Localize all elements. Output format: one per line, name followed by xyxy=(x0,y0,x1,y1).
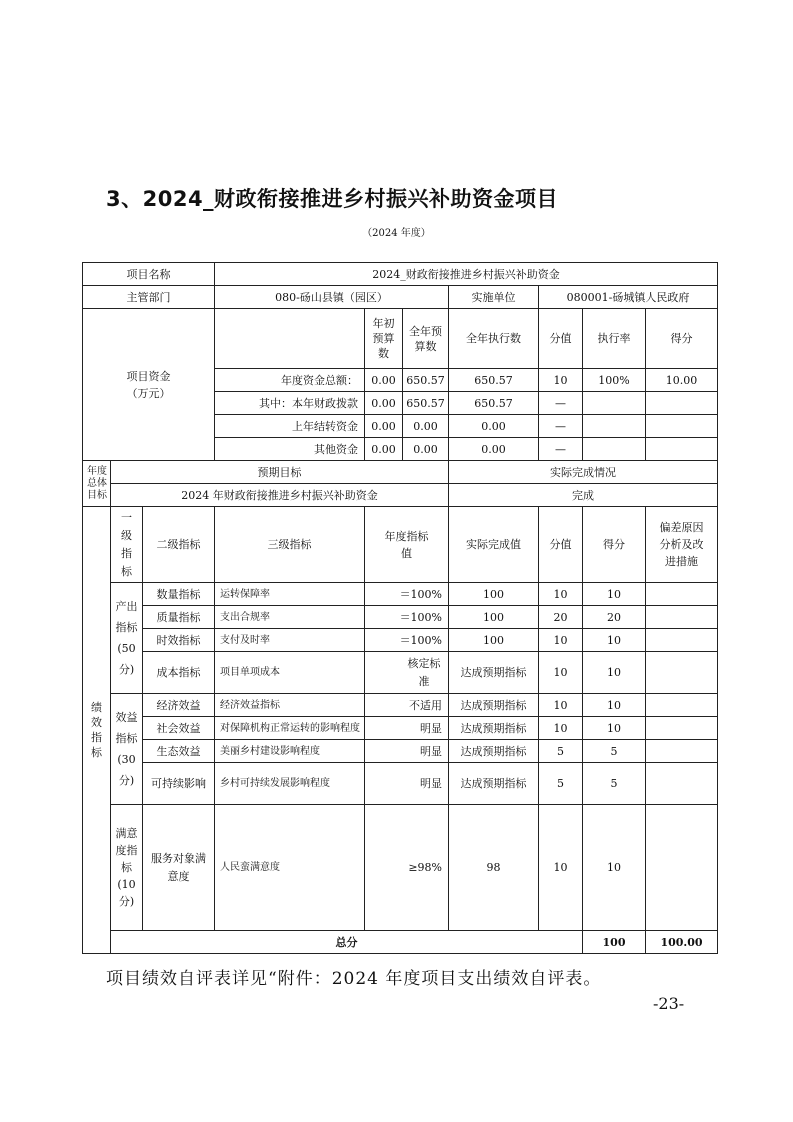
indicator-deviation xyxy=(646,717,718,740)
project-name-value: 2024_财政衔接推进乡村振兴补助资金 xyxy=(215,263,718,286)
total-score-value: 100 xyxy=(583,931,646,954)
indicator-level2: 成本指标 xyxy=(143,652,215,694)
indicator-target: 明显 xyxy=(365,740,449,763)
indicator-score-value: 20 xyxy=(539,606,583,629)
indicator-deviation xyxy=(646,740,718,763)
indicator-actual: 达成预期指标 xyxy=(449,763,539,805)
unit-value: 080001-砀城镇人民政府 xyxy=(539,286,718,309)
indicator-level3: 美丽乡村建设影响程度 xyxy=(215,740,365,763)
indicator-actual: 达成预期指标 xyxy=(449,717,539,740)
indicator-score-value: 5 xyxy=(539,740,583,763)
funds-row-name: 其中：本年财政拨款 xyxy=(215,392,365,415)
indicator-deviation xyxy=(646,694,718,717)
perf-header-score-value: 分值 xyxy=(539,507,583,583)
indicator-level2-text: 服务对象满意度 xyxy=(151,851,206,883)
indicator-level3: 运转保障率 xyxy=(215,583,365,606)
funds-row-initial: 0.00 xyxy=(365,415,403,438)
funds-header-blank xyxy=(215,309,365,369)
indicator-level2-text: 可持续影响 xyxy=(151,776,206,790)
perf-header-actual: 实际完成值 xyxy=(449,507,539,583)
funds-row-score-value: 10 xyxy=(539,369,583,392)
funds-row-annual: 650.57 xyxy=(403,392,449,415)
indicator-deviation xyxy=(646,606,718,629)
performance-label xyxy=(83,507,111,954)
funds-row-rate xyxy=(583,415,646,438)
year-subtitle: （2024 年度） xyxy=(362,228,431,239)
perf-header-level1-text: 一级指标 xyxy=(121,510,132,578)
footnote: 项目绩效自评表详见“附件：2024 年度项目支出绩效自评表。 xyxy=(106,969,602,989)
funds-row-executed: 650.57 xyxy=(449,369,539,392)
funds-row-executed: 0.00 xyxy=(449,438,539,461)
indicator-score-value: 10 xyxy=(539,694,583,717)
goal-label-text: 年度总体目标 xyxy=(87,465,107,501)
indicator-score: 5 xyxy=(583,763,646,805)
indicator-score: 10 xyxy=(583,629,646,652)
indicator-level2 xyxy=(143,763,215,805)
indicator-level3: 项目单项成本 xyxy=(215,652,365,694)
dept-value: 080-砀山县镇（园区） xyxy=(215,286,449,309)
indicator-level3: 经济效益指标 xyxy=(215,694,365,717)
indicator-score-value: 10 xyxy=(539,629,583,652)
indicator-score: 10 xyxy=(583,583,646,606)
goal-actual-value: 完成 xyxy=(449,484,718,507)
funds-row-score-value: — xyxy=(539,415,583,438)
funds-row-score xyxy=(646,415,718,438)
perf-header-deviation-text: 偏差原因分析及改进措施 xyxy=(659,521,704,568)
indicator-level3: 人民蛮满意度 xyxy=(215,805,365,931)
indicator-level2: 质量指标 xyxy=(143,606,215,629)
indicator-level3: 支出合规率 xyxy=(215,606,365,629)
indicator-score: 10 xyxy=(583,805,646,931)
document-heading: 3、2024_财政衔接推进乡村振兴补助资金项目 xyxy=(106,187,559,211)
funds-row-score-value: — xyxy=(539,438,583,461)
funds-header-score-value: 分值 xyxy=(539,309,583,369)
funds-row-score xyxy=(646,438,718,461)
funds-row-name: 上年结转资金 xyxy=(215,415,365,438)
funds-row-score-value: — xyxy=(539,392,583,415)
funds-header-score: 得分 xyxy=(646,309,718,369)
funds-header-rate: 执行率 xyxy=(583,309,646,369)
indicator-score-value: 10 xyxy=(539,805,583,931)
indicator-deviation xyxy=(646,629,718,652)
indicator-actual: 达成预期指标 xyxy=(449,740,539,763)
indicator-target: 明显 xyxy=(365,763,449,805)
indicator-actual: 98 xyxy=(449,805,539,931)
performance-label-text: 绩效指标 xyxy=(91,701,102,759)
output-indicators-label xyxy=(111,583,143,694)
unit-label: 实施单位 xyxy=(449,286,539,309)
indicator-actual: 达成预期指标 xyxy=(449,652,539,694)
goal-expected-label: 预期目标 xyxy=(111,461,449,484)
indicator-deviation xyxy=(646,763,718,805)
performance-evaluation-table xyxy=(82,262,718,954)
indicator-deviation xyxy=(646,652,718,694)
project-name-label: 项目名称 xyxy=(83,263,215,286)
perf-header-level1 xyxy=(111,507,143,583)
indicator-level2: 时效指标 xyxy=(143,629,215,652)
indicator-score-value: 5 xyxy=(539,763,583,805)
funds-header-initial-text: 年初预算数 xyxy=(372,317,395,360)
dept-label: 主管部门 xyxy=(83,286,215,309)
funds-row-executed: 650.57 xyxy=(449,392,539,415)
funds-header-annual xyxy=(403,309,449,369)
funds-row-rate xyxy=(583,392,646,415)
indicator-level2: 社会效益 xyxy=(143,717,215,740)
indicator-level2 xyxy=(143,805,215,931)
funds-header-initial xyxy=(365,309,403,369)
funds-row-initial: 0.00 xyxy=(365,438,403,461)
indicator-actual: 100 xyxy=(449,606,539,629)
satisfaction-indicators-label-text: 满意度指标(10分) xyxy=(115,827,138,908)
funds-row-initial: 0.00 xyxy=(365,369,403,392)
funds-row-executed: 0.00 xyxy=(449,415,539,438)
indicator-target-text: 核定标准 xyxy=(407,656,441,688)
funds-row-annual: 0.00 xyxy=(403,438,449,461)
perf-header-score: 得分 xyxy=(583,507,646,583)
indicator-score: 10 xyxy=(583,694,646,717)
indicator-target xyxy=(365,652,449,694)
indicator-score: 10 xyxy=(583,717,646,740)
indicator-actual: 100 xyxy=(449,629,539,652)
indicator-score: 20 xyxy=(583,606,646,629)
total-score: 100.00 xyxy=(646,931,718,954)
indicator-level3: 支付及时率 xyxy=(215,629,365,652)
goal-expected-value: 2024 年财政衔接推进乡村振兴补助资金 xyxy=(111,484,449,507)
funds-header-executed: 全年执行数 xyxy=(449,309,539,369)
perf-header-level3: 三级指标 xyxy=(215,507,365,583)
perf-header-level2: 二级指标 xyxy=(143,507,215,583)
funds-row-initial: 0.00 xyxy=(365,392,403,415)
indicator-score: 10 xyxy=(583,652,646,694)
indicator-level2: 数量指标 xyxy=(143,583,215,606)
indicator-level2: 生态效益 xyxy=(143,740,215,763)
perf-header-target-text: 年度指标值 xyxy=(384,529,429,560)
indicator-score: 5 xyxy=(583,740,646,763)
satisfaction-indicators-label xyxy=(111,805,143,931)
page-number: -23- xyxy=(653,994,685,1013)
funds-row-annual: 0.00 xyxy=(403,415,449,438)
indicator-score-value: 10 xyxy=(539,583,583,606)
funds-label xyxy=(83,309,215,461)
funds-row-score: 10.00 xyxy=(646,369,718,392)
funds-row-annual: 650.57 xyxy=(403,369,449,392)
funds-row-name: 其他资金 xyxy=(215,438,365,461)
indicator-target: 明显 xyxy=(365,717,449,740)
indicator-target: ＝100% xyxy=(365,606,449,629)
indicator-actual: 100 xyxy=(449,583,539,606)
funds-header-annual-text: 全年预算数 xyxy=(409,324,443,353)
perf-header-deviation xyxy=(646,507,718,583)
indicator-target: 不适用 xyxy=(365,694,449,717)
goal-label xyxy=(83,461,111,507)
funds-row-rate xyxy=(583,438,646,461)
indicator-level3: 乡村可持续发展影响程度 xyxy=(215,763,365,805)
benefit-indicators-label xyxy=(111,694,143,805)
funds-row-score xyxy=(646,392,718,415)
funds-label-text: 项目资金（万元） xyxy=(126,369,171,400)
indicator-deviation xyxy=(646,583,718,606)
benefit-indicators-label-text: 效益指标(30分) xyxy=(115,711,138,787)
indicator-target: ＝100% xyxy=(365,629,449,652)
funds-row-rate: 100% xyxy=(583,369,646,392)
perf-header-target xyxy=(365,507,449,583)
funds-row-name: 年度资金总额： xyxy=(215,369,365,392)
goal-actual-label: 实际完成情况 xyxy=(449,461,718,484)
indicator-target: ＝100% xyxy=(365,583,449,606)
indicator-target: ≥98% xyxy=(365,805,449,931)
indicator-score-value: 10 xyxy=(539,717,583,740)
indicator-score-value: 10 xyxy=(539,652,583,694)
total-label: 总分 xyxy=(111,931,583,954)
indicator-actual: 达成预期指标 xyxy=(449,694,539,717)
output-indicators-label-text: 产出指标(50分) xyxy=(115,600,138,676)
indicator-level2: 经济效益 xyxy=(143,694,215,717)
indicator-deviation xyxy=(646,805,718,931)
indicator-level3: 对保障机构正常运转的影响程度 xyxy=(215,717,365,740)
